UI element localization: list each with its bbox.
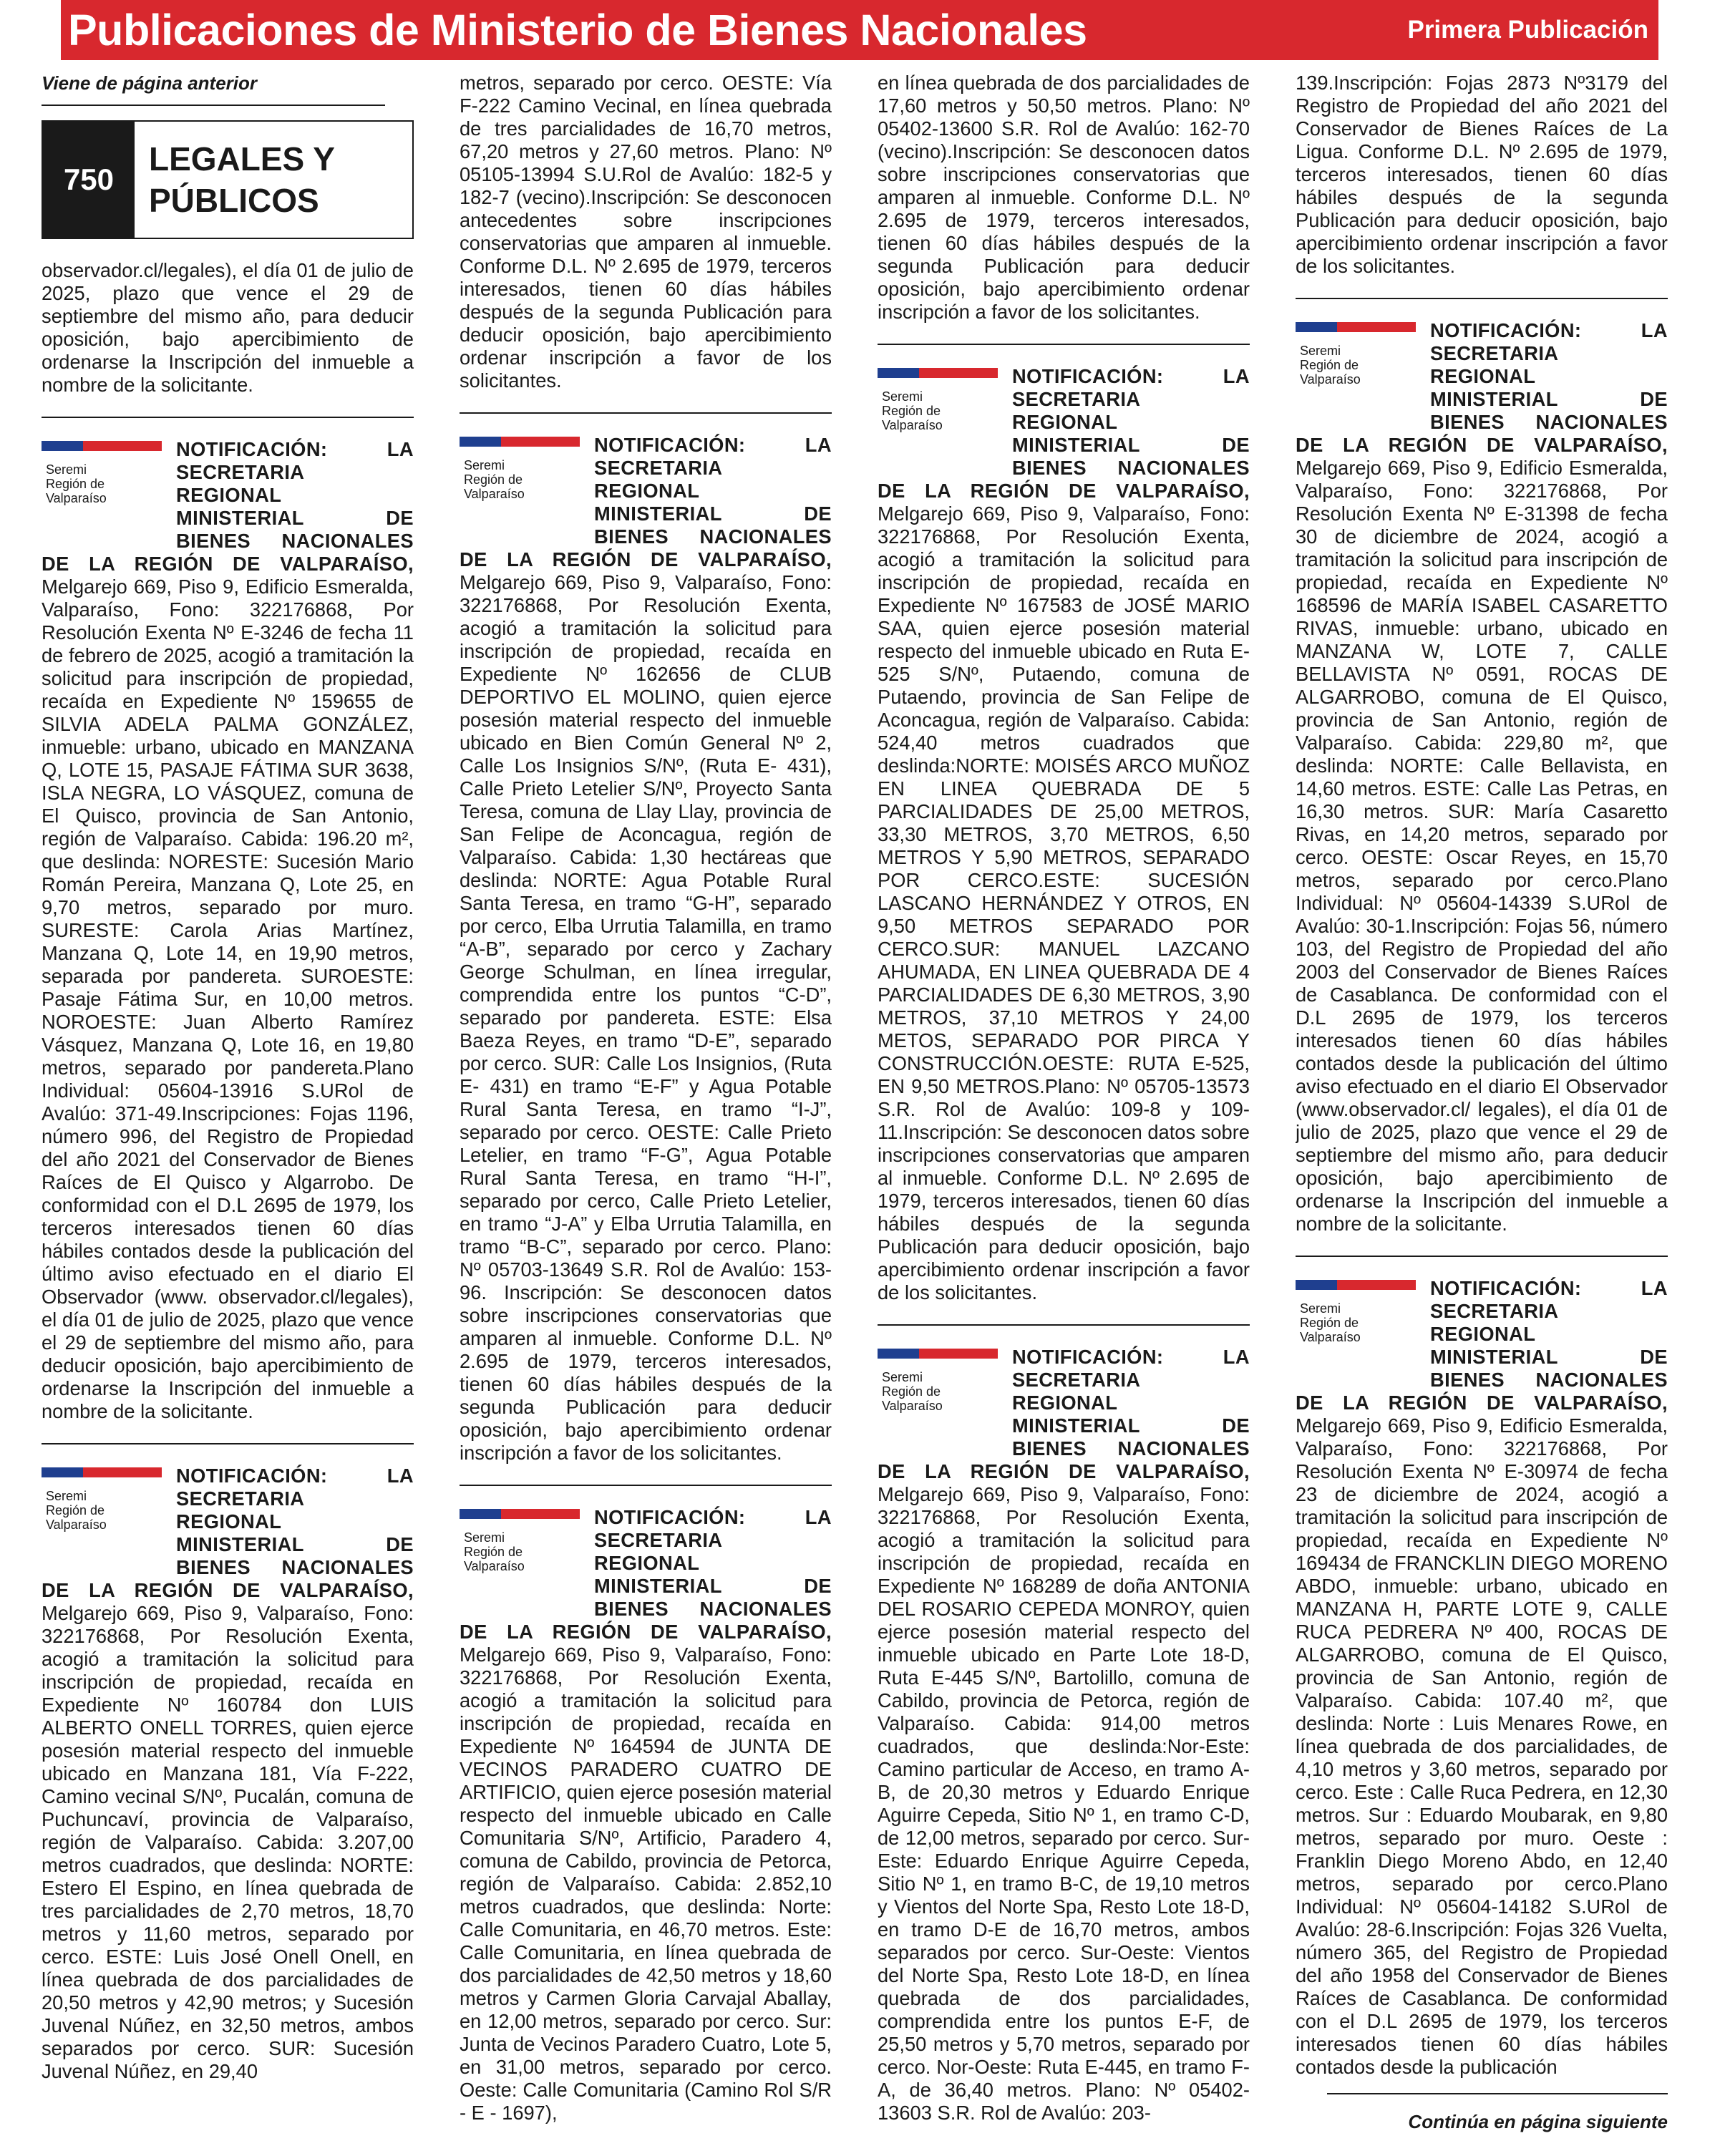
section-box: [42, 120, 414, 239]
notice: [460, 1506, 832, 2125]
divider: [878, 1324, 1250, 1326]
notice-heading: NOTIFICACIÓN: LA SECRETARIA REGIONAL MINISTERIAL DE BIENES NACIONALES DE LA REGIÓN DE VALPARAÍSO,: [878, 365, 1250, 502]
divider: [42, 417, 414, 418]
notice-body: Melgarejo 669, Piso 9, Valparaíso, Fono: 322176868, Por Resolución Exenta, acogió a tramitación la solicitud para inscripción de propiedad, recaída en Expediente Nº 160784 don LUIS ALBERTO ONELL TORRES, quien ejerce posesión material respecto del inmueble ubicado en Manzana 181, Vía F-222, Camino vecinal S/Nº, Pucalán, comuna de Puchuncaví, provincia de Valparaíso, región de Valparaíso. Cabida: 3.207,00 metros cuadrados, que deslinda: NORTE: Estero El Espino, en línea quebrada de tres parcialidades de 2,70 metros, 18,70 metros y 11,60 metros, separado por cerco. ESTE: Luis José Onell Onell, en línea quebrada de dos parcialidades de 20,50 metros y 42,90 metros; y Sucesión Juvenal Núñez, en 32,50 metros, ambos separados por cerco. SUR: Sucesión Juvenal Núñez, en 29,40: [42, 1602, 414, 2082]
seremi-logo: [460, 437, 581, 544]
logo-text: Seremi Región de Valparaíso: [882, 389, 943, 432]
notice-heading: NOTIFICACIÓN: LA SECRETARIA REGIONAL MINISTERIAL DE BIENES NACIONALES DE LA REGIÓN DE VALPARAÍSO,: [460, 1506, 832, 1643]
column-1: [42, 72, 414, 2083]
notice-continuation: en línea quebrada de dos parcialidades de 17,60 metros y 50,50 metros. Plano: Nº 05402-13600 S.R. Rol de Avalúo: 162-70 (vecino).Inscripción: Se desconocen datos sobre inscripciones conservatorias que amparen al inmueble. Conforme D.L. Nº 2.695 de 1979, terceros interesados, tienen 60 días hábiles después de la segunda Publicación para deducir oposición, bajo apercibimiento ordenar inscripción a favor de los solicitantes.: [878, 72, 1250, 323]
notice-body: Melgarejo 669, Piso 9, Valparaíso, Fono: 322176868, Por Resolución Exenta, acogió a tramitación la solicitud para inscripción de propiedad, recaída en Expediente Nº 167583 de JOSÉ MARIO SAA, quien ejerce posesión material respecto del inmueble ubicado en Ruta E-525 S/Nº, Putaendo, comuna de Putaendo, provincia de San Felipe de Aconcagua, región de Valparaíso. Cabida: 524,40 metros cuadrados que deslinda:NORTE: MOISÉS ARCO MUÑOZ EN LINEA QUEBRADA DE 5 PARCIALIDADES DE 25,00 METROS, 33,30 METROS, 3,70 METROS, 6,50 METROS Y 5,90 METROS, SEPARADO POR CERCO.ESTE: SUCESIÓN LASCANO HERNÁNDEZ Y OTROS, EN 9,50 METROS SEPARADO POR CERCO.SUR: MANUEL LAZCANO AHUMADA, EN LINEA QUEBRADA DE 4 PARCIALIDADES DE 6,30 METROS, 3,90 METROS, 37,10 METROS Y 24,00 METOS, SEPARADO POR PIRCA Y CONSTRUCCIÓN.OESTE: RUTA E-525, EN 9,50 METROS.Plano: Nº 05705-13573 S.R. Rol de Avalúo: 109-8 y 109-11.Inscripción: Se desconocen datos sobre inscripciones conservatorias que amparen al inmueble. Conforme D.L. Nº 2.695 de 1979, terceros interesados, tienen 60 días hábiles después de la segunda Publicación para deducir oposición, bajo apercibimiento ordenar inscripción a favor de los solicitantes.: [878, 502, 1250, 1303]
flag-bar: [460, 1509, 580, 1519]
notice-heading: NOTIFICACIÓN: LA SECRETARIA REGIONAL MINISTERIAL DE BIENES NACIONALES DE LA REGIÓN DE VALPARAÍSO,: [878, 1346, 1250, 1482]
flag-bar: [42, 441, 162, 451]
section-name: [135, 122, 412, 238]
seremi-logo: [878, 1349, 999, 1456]
flag-bar: [1296, 322, 1416, 332]
seremi-logo: [878, 368, 999, 475]
notice-heading: NOTIFICACIÓN: LA SECRETARIA REGIONAL MINISTERIAL DE BIENES NACIONALES DE LA REGIÓN DE VALPARAÍSO,: [42, 438, 414, 575]
section-name-line2: PÚBLICOS: [149, 182, 319, 219]
seremi-logo: [42, 441, 163, 548]
notice: [878, 365, 1250, 1304]
seremi-logo: [42, 1467, 163, 1575]
flag-bar: [878, 368, 998, 378]
logo-text: Seremi Región de Valparaíso: [46, 1489, 107, 1532]
notice-body: Melgarejo 669, Piso 9, Valparaíso, Fono: 322176868, Por Resolución Exenta, acogió a tramitación la solicitud para inscripción de propiedad, recaída en Expediente Nº 162656 de CLUB DEPORTIVO EL MOLINO, quien ejerce posesión material respecto del inmueble ubicado en Bien Común General Nº 2, Calle Los Insignios S/Nº, (Ruta E- 431), Calle Prieto Letelier S/Nº, Proyecto Santa Teresa, comuna de Llay Llay, provincia de San Felipe de Aconcagua, región de Valparaíso. Cabida: 1,30 hectáreas que deslinda: NORTE: Agua Potable Rural Santa Teresa, en tramo “G-H”, separado por cerco, Elba Urrutia Talamilla, en tramo “A-B”, separado por cerco y Zachary George Schulman, en línea irregular, comprendida entre los puntos “C-D”, separado por pandereta. ESTE: Elsa Baeza Reyes, en tramo “D-E”, separado por cerco. SUR: Calle Los Insignios, (Ruta E- 431) en tramo “E-F” y Agua Potable Rural Santa Teresa, en tramo “I-J”, separado por cerco. OESTE: Calle Prieto Letelier, en tramo “F-G”, Agua Potable Rural Santa Teresa, en tramo “H-I”, separado por cerco, Calle Prieto Letelier, en tramo “J-A” y Elba Urrutia Talamilla, en tramo “B-C”, separado por cerco. Plano: Nº 05703-13649 S.R. Rol de Avalúo: 153-96. Inscripción: Se desconocen datos sobre inscripciones conservatorias que amparen al inmueble. Conforme D.L. Nº 2.695 de 1979, terceros interesados, tienen 60 días hábiles después de la segunda Publicación para deducir oposición, bajo apercibimiento ordenar inscripción a favor de los solicitantes.: [460, 571, 832, 1464]
notice-continuation: observador.cl/legales), el día 01 de julio de 2025, plazo que vence el 29 de septiembre del mismo año, para deducir oposición, bajo apercibimiento de ordenarse la Inscripción del inmueble a nombre de la solicitante.: [42, 259, 414, 396]
notice-body: Melgarejo 669, Piso 9, Valparaíso, Fono: 322176868, Por Resolución Exenta, acogió a tramitación la solicitud para inscripción de propiedad, recaída en Expediente Nº 168289 de doña ANTONIA DEL ROSARIO CEPEDA MONROY, quien ejerce posesión material respecto del inmueble ubicado en Parte Lote 18-D, Ruta E-445 S/Nº, Bartolillo, comuna de Cabildo, provincia de Petorca, región de Valparaíso. Cabida: 914,00 metros cuadrados, que deslinda:Nor-Este: Camino particular de Acceso, en tramo A-B, de 20,30 metros y Eduardo Enrique Aguirre Cepeda, Sitio Nº 1, en tramo C-D, de 12,00 metros, separado por cerco. Sur-Este: Eduardo Enrique Aguirre Cepeda, Sitio Nº 1, en tramo B-C, de 19,10 metros y Vientos del Norte Spa, Resto Lote 18-D, en tramo D-E de 16,70 metros, ambos separados por cerco. Sur-Oeste: Vientos del Norte Spa, Resto Lote 18-D, en línea quebrada de dos parcialidades, comprendida entre los puntos E-F, de 25,50 metros y 5,70 metros, separado por cerco. Nor-Oeste: Ruta E-445, en tramo F-A, de 36,40 metros. Plano: Nº 05402-13603 S.R. Rol de Avalúo: 203-: [878, 1483, 1250, 2124]
divider: [460, 1485, 832, 1486]
notice-continuation: 139.Inscripción: Fojas 2873 Nº3179 del Registro de Propiedad del año 2021 del Conservador de Bienes Raíces de La Ligua. Conforme D.L. Nº 2.695 de 1979, terceros interesados, tienen 60 días hábiles después de la segunda Publicación para deducir oposición, bajo apercibimiento ordenar inscripción a favor de los solicitantes.: [1296, 72, 1668, 277]
column-3: [878, 72, 1250, 2125]
divider: [1296, 1256, 1668, 1257]
notice-heading: NOTIFICACIÓN: LA SECRETARIA REGIONAL MINISTERIAL DE BIENES NACIONALES DE LA REGIÓN DE VALPARAÍSO,: [42, 1465, 414, 1601]
page-title: Publicaciones de Ministerio de Bienes Nacionales: [68, 6, 1087, 54]
column-4: [1296, 72, 1668, 2133]
seremi-logo: [1296, 322, 1417, 429]
flag-bar: [878, 1349, 998, 1359]
notice: [42, 1465, 414, 2083]
notice-body: Melgarejo 669, Piso 9, Valparaíso, Fono: 322176868, Por Resolución Exenta, acogió a tramitación la solicitud para inscripción de propiedad, recaída en Expediente Nº 164594 de JUNTA DE VECINOS PARADERO CUATRO DE ARTIFICIO, quien ejerce posesión material respecto del inmueble ubicado en Calle Comunitaria S/Nº, Artificio, Paradero 4, comuna de Cabildo, provincia de Petorca, región de Valparaíso. Cabida: 2.852,10 metros cuadrados, que deslinda: Norte: Calle Comunitaria, en 46,70 metros. Este: Calle Comunitaria, en línea quebrada de dos parcialidades de 42,50 metros y 18,60 metros y Carmen Gloria Carvajal Aballay, en 12,00 metros, separado por cerco. Sur: Junta de Vecinos Paradero Cuatro, Lote 5, en 31,00 metros, separado por cerco. Oeste: Calle Comunitaria (Camino Rol S/R - E - 1697),: [460, 1643, 832, 2124]
notice: [1296, 319, 1668, 1235]
logo-text: Seremi Región de Valparaíso: [464, 1530, 525, 1573]
page-header: [61, 0, 1658, 60]
notice-body: Melgarejo 669, Piso 9, Edificio Esmeralda, Valparaíso, Fono: 322176868, Por Resolución Exenta Nº E-31398 de fecha 30 de diciembre de 2024, acogió a tramitación la solicitud para inscripción de propiedad, recaída en Expediente Nº 168596 de MARÍA ISABEL CASARETTO RIVAS, inmueble: urbano, ubicado en MANZANA W, LOTE 7, CALLE BELLAVISTA Nº 0591, ROCAS DE ALGARROBO, comuna de El Quisco, provincia de San Antonio, región de Valparaíso. Cabida: 229,80 m², que deslinda: NORTE: Calle Bellavista, en 14,60 metros. ESTE: Calle Las Petras, en 16,30 metros. SUR: María Casaretto Rivas, en 14,20 metros, separado por cerco. OESTE: Oscar Reyes, en 15,70 metros, separado por cerco.Plano Individual: Nº 05604-14339 S.URol de Avalúo: 30-1.Inscripción: Fojas 56, número 103, del Registro de Propiedad del año 2003 del Conservador de Bienes Raíces de Casablanca. De conformidad con el D.L 2695 de 1979, los terceros interesados tienen 60 días hábiles contados desde la publicación del último aviso efectuado en el diario El Observador (www.observador.cl/ legales), el día 01 de julio de 2025, plazo que vence el 29 de septiembre del mismo año, para deducir oposición, bajo apercibimiento de ordenarse la Inscripción del inmueble a nombre de la solicitante.: [1296, 457, 1668, 1235]
logo-text: Seremi Región de Valparaíso: [464, 458, 525, 501]
notice-heading: NOTIFICACIÓN: LA SECRETARIA REGIONAL MINISTERIAL DE BIENES NACIONALES DE LA REGIÓN DE VALPARAÍSO,: [460, 434, 832, 570]
logo-text: Seremi Región de Valparaíso: [46, 462, 107, 505]
section-name-line1: LEGALES Y: [149, 140, 335, 178]
notice-body: Melgarejo 669, Piso 9, Edificio Esmeralda, Valparaíso, Fono: 322176868, Por Resolución Exenta Nº E-30974 de fecha 23 de diciembre de 2024, acogió a tramitación la solicitud para inscripción de propiedad, recaída en Expediente Nº 169434 de FRANCKLIN DIEGO MORENO ABDO, inmueble: urbano, ubicado en MANZANA H, PARTE LOTE 9, CALLE RUCA PEDRERA Nº 400, ROCAS DE ALGARROBO, comuna de El Quisco, provincia de San Antonio, región de Valparaíso. Cabida: 107.40 m², que deslinda: Norte : Luis Menares Rowe, en línea quebrada de dos parcialidades, de 4,10 metros y 3,60 metros, separado por cerco. Este : Calle Ruca Pedrera, en 12,30 metros. Sur : Eduardo Moubarak, en 9,80 metros, separado por muro. Oeste : Franklin Diego Moreno Abdo, en 12,40 metros, separado por cerco.Plano Individual: Nº 05604-14182 S.URol de Avalúo: 28-6.Inscripción: Fojas 326 Vuelta, número 365, del Registro de Propiedad del año 1958 del Conservador de Bienes Raíces de Casablanca. De conformidad con el D.L 2695 de 1979, los terceros interesados tienen 60 días hábiles contados desde la publicación: [1296, 1414, 1668, 2078]
notice: [878, 1346, 1250, 2125]
flag-bar: [460, 437, 580, 447]
logo-text: Seremi Región de Valparaíso: [1300, 344, 1361, 387]
logo-text: Seremi Región de Valparaíso: [1300, 1301, 1361, 1344]
flag-bar: [42, 1467, 162, 1477]
continued-on-label: Continúa en página siguiente: [1327, 2093, 1668, 2133]
divider: [1296, 298, 1668, 299]
divider: [878, 344, 1250, 345]
seremi-logo: [460, 1509, 581, 1616]
continued-from-label: Viene de página anterior: [42, 72, 385, 106]
divider: [42, 1443, 414, 1444]
edition-label: Primera Publicación: [1407, 16, 1648, 44]
notice-continuation: metros, separado por cerco. OESTE: Vía F-222 Camino Vecinal, en línea quebrada de tres parcialidades de 16,70 metros, 67,20 metros y 27,60 metros. Plano: Nº 05105-13994 S.U.Rol de Avalúo: 182-5 y 182-7 (vecino).Inscripción: Se desconocen antecedentes sobre inscripciones conservatorias que amparen al inmueble. Conforme D.L. Nº 2.695 de 1979, terceros interesados, tienen 60 días hábiles después de la segunda Publicación para deducir oposición, bajo apercibimiento ordenar inscripción a favor de los solicitantes.: [460, 72, 832, 392]
notice-body: Melgarejo 669, Piso 9, Edificio Esmeralda, Valparaíso, Fono: 322176868, Por Resolución Exenta Nº E-3246 de fecha 11 de febrero de 2025, acogió a tramitación la solicitud para inscripción de propiedad, recaída en Expediente Nº 159655 de SILVIA ADELA PALMA GONZÁLEZ, inmueble: urbano, ubicado en MANZANA Q, LOTE 15, PASAJE FÁTIMA SUR 3638, ISLA NEGRA, LO VÁSQUEZ, comuna de El Quisco, provincia de San Antonio, región de Valparaíso. Cabida: 196.20 m², que deslinda: NORESTE: Sucesión Mario Román Pereira, Manzana Q, Lote 25, en 9,70 metros, separado por muro. SURESTE: Carola Arias Martínez, Manzana Q, Lote 14, en 19,90 metros, separada por pandereta. SUROESTE: Pasaje Fátima Sur, en 10,00 metros. NOROESTE: Juan Alberto Ramírez Vásquez, Manzana Q, Lote 16, en 19,80 metros, separado por pandereta.Plano Individual: 05604-13916 S.URol de Avalúo: 371-49.Inscripciones: Fojas 1196, número 996, del Registro de Propiedad del año 2021 del Conservador de Bienes Raíces de El Quisco y Algarrobo. De conformidad con el D.L 2695 de 1979, los terceros interesados tienen 60 días hábiles contados desde la publicación del último aviso efectuado en el diario El Observador (www. observador.cl/legales), el día 01 de julio de 2025, plazo que vence el 29 de septiembre del mismo año, para deducir oposición, bajo apercibimiento de ordenarse la Inscripción del inmueble a nombre de la solicitante.: [42, 576, 414, 1422]
divider: [460, 412, 832, 414]
notice: [460, 434, 832, 1465]
notice: [42, 438, 414, 1423]
flag-bar: [1296, 1280, 1416, 1290]
notice-heading: NOTIFICACIÓN: LA SECRETARIA REGIONAL MINISTERIAL DE BIENES NACIONALES DE LA REGIÓN DE VALPARAÍSO,: [1296, 1277, 1668, 1414]
seremi-logo: [1296, 1280, 1417, 1387]
notice: [1296, 1277, 1668, 2079]
column-2: [460, 72, 832, 2125]
section-number: 750: [43, 122, 135, 238]
logo-text: Seremi Región de Valparaíso: [882, 1370, 943, 1413]
notice-heading: NOTIFICACIÓN: LA SECRETARIA REGIONAL MINISTERIAL DE BIENES NACIONALES DE LA REGIÓN DE VALPARAÍSO,: [1296, 319, 1668, 456]
